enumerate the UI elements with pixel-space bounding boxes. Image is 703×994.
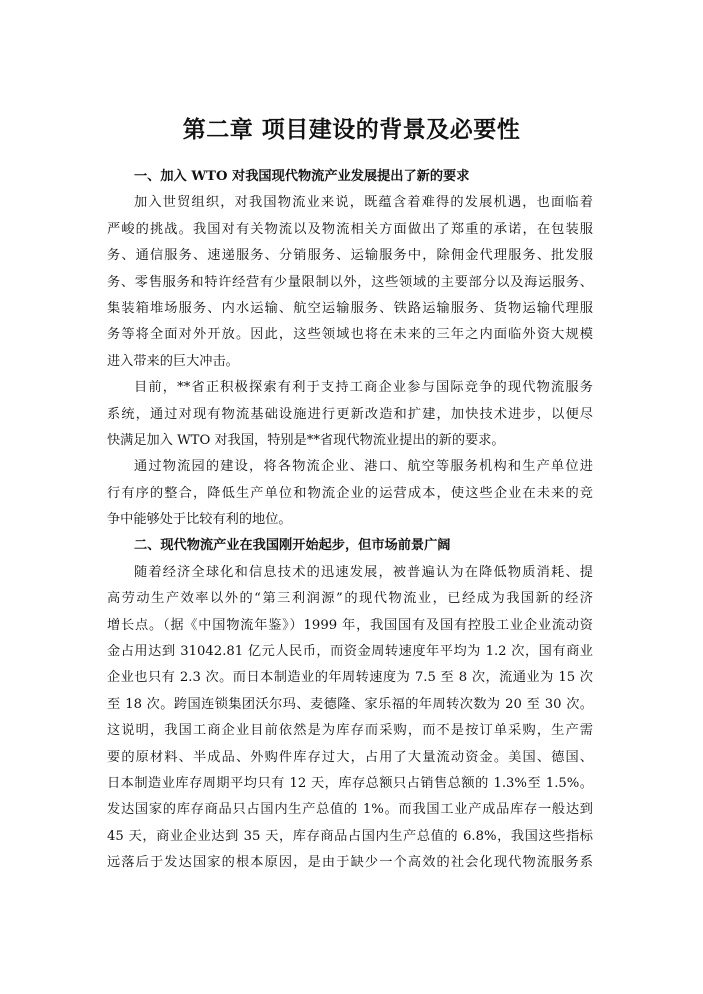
text-line: 日本制造业库存周期平均只有 12 天，库存总额只占销售总额的 1.3%至 1.5%。 <box>107 776 593 792</box>
text-line: 至 18 次。跨国连锁集团沃尔玛、麦德隆、家乐福的年周转次数为 20 至 30 次。 <box>107 696 593 712</box>
text-line: 进入带来的巨大冲击。 <box>107 353 239 369</box>
text-line: 要的原材料、半成品、外购件库存过大，占用了大量流动资金。美国、德国、 <box>107 749 593 765</box>
text-line: 高劳动生产效率以外的“第三利润源”的现代物流业，已经成为我国新的经济 <box>107 591 593 607</box>
text-line: 务、零售服务和特许经营有少量限制以外，这些领域的主要部分以及海运服务、 <box>107 274 593 290</box>
text-line: 目前，**省正积极探索有利于支持工商企业参与国际竞争的现代物流服务 <box>134 380 593 396</box>
paragraph-1-1 <box>107 190 593 375</box>
text-line: 45 天，商业企业达到 35 天，库存商品占国内生产总值的 6.8%，我国这些指标 <box>107 828 593 844</box>
paragraph-2-1 <box>107 560 593 877</box>
text-line: 加入世贸组织，对我国物流业来说，既蕴含着难得的发展机遇，也面临着 <box>134 195 593 211</box>
text-line: 严峻的挑战。我国对有关物流以及物流相关方面做出了郑重的承诺，在包装服 <box>107 221 593 237</box>
paragraph-1-3 <box>107 454 593 533</box>
chapter-title: 第二章 项目建设的背景及必要性 <box>182 116 521 143</box>
text-line: 集装箱堆场服务、内水运输、航空运输服务、铁路运输服务、货物运输代理服 <box>107 300 593 316</box>
text-line: 企业也只有 2.3 次。而日本制造业的年周转速度为 7.5 至 8 次，流通业为 15 次 <box>107 670 593 686</box>
section-heading-2: 二、现代物流产业在我国刚开始起步，但市场前景广阔 <box>134 538 451 554</box>
text-line: 发达国家的库存商品只占国内生产总值的 1%。而我国工业产成品库存一般达到 <box>107 802 593 818</box>
text-line: 远落后于发达国家的根本原因，是由于缺少一个高效的社会化现代物流服务系 <box>107 855 593 871</box>
document-body <box>107 164 593 877</box>
section-heading-1: 一、加入 WTO 对我国现代物流产业发展提出了新的要求 <box>134 169 470 184</box>
text-line: 增长点。（据《中国物流年鉴》）1999 年，我国国有及国有控股工业企业流动资 <box>107 617 593 633</box>
text-line: 务、通信服务、速递服务、分销服务、运输服务中，除佣金代理服务、批发服 <box>107 248 593 264</box>
text-line: 争中能够处于比较有利的地位。 <box>107 512 292 528</box>
text-line: 务等将全面对外开放。因此，这些领域也将在未来的三年之内面临外资大规模 <box>107 327 593 343</box>
text-line: 系统，通过对现有物流基础设施进行更新改造和扩建，加快技术进步，以便尽 <box>107 406 593 422</box>
text-line: 随着经济全球化和信息技术的迅速发展，被普遍认为在降低物质消耗、提 <box>134 564 593 580</box>
text-line: 快满足加入 WTO 对我国，特别是**省现代物流业提出的新的要求。 <box>107 432 505 448</box>
text-line: 这说明，我国工商企业目前依然是为库存而采购，而不是按订单采购，生产需 <box>107 723 593 739</box>
text-line: 通过物流园的建设，将各物流企业、港口、航空等服务机构和生产单位进 <box>134 459 593 475</box>
text-line: 金占用达到 31042.81 亿元人民币，而资金周转速度年平均为 1.2 次，国有商业 <box>107 644 593 660</box>
text-line: 行有序的整合，降低生产单位和物流企业的运营成本，使这些企业在未来的竞 <box>107 485 593 501</box>
paragraph-1-2 <box>107 375 593 454</box>
